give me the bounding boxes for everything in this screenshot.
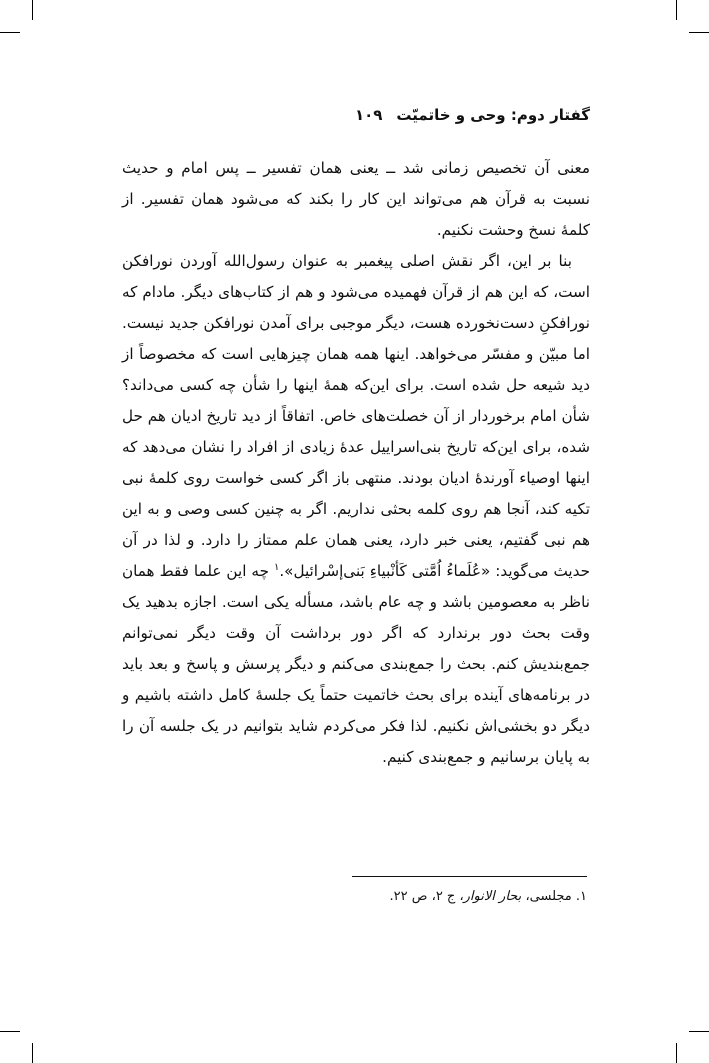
book-page <box>122 103 590 773</box>
paragraph-2-text-a: بنا بر این، اگر نقش اصلی پیغمبر به عنوان رسول‌الله آوردن نورافکن است، که این هم از قرآن فهمیده می‌شود و هم از کتاب‌های دیگر. مادام که نورافکنِ دست‌نخورده هست، دیگر موجبی برای آمدن نورافکن جدید نیست. اما مبیّن و مفسّر می‌خواهد. اینها همه همان چیزهایی است که مخصوصاً از دید شیعه حل شده است. برای این‌که همهٔ اینها را شأن چه کسی می‌داند؟ شأن امام برخوردار از آن خصلت‌های خاص. اتفاقاً از دید تاریخ ادیان هم حل شده، برای این‌که تاریخ بنی‌اسراییل عدهٔ زیادی از افراد را نشان می‌دهد که اینها اوصیاء آورندهٔ ادیان بودند. منتهی باز اگر کسی خواست روی کلمهٔ نبی تکیه کند، آنجا هم روی کلمه بحثی نداریم. اگر به چنین کسی وصی و به این هم نبی گفتیم، یعنی خبر دارد، یعنی همان علم ممتاز را دارد. و لذا در آن حدیث می‌گوید: «عُلَماءُ اُمَّتی کَأنْبیاءِ بَنی‌إسْرائیل». <box>122 252 590 580</box>
crop-mark-left-bottom <box>32 1043 33 1063</box>
footnote-source-title: بحار الانوار <box>463 889 522 904</box>
page-number: ۱۰۹ <box>354 106 383 124</box>
footnote-reference[interactable]: ۱ <box>273 561 280 573</box>
crop-mark-top-right <box>689 32 709 33</box>
crop-mark-left-top <box>32 0 33 20</box>
crop-mark-bottom-right <box>689 1031 709 1032</box>
chapter-title: گفتار دوم: وحی و خاتمیّت <box>396 106 590 124</box>
running-header <box>122 103 590 127</box>
footnote-number: ۱. <box>575 889 587 904</box>
paragraph-1: معنی آن تخصیص زمانی شد ــ یعنی همان تفسیر ــ پس امام و حدیث نسبت به قرآن هم می‌تواند این کار را بکند که می‌شود همان تفسیر. از کلمهٔ نسخ وحشت نکنیم. <box>122 159 590 239</box>
footnote <box>119 886 587 908</box>
crop-mark-right-bottom <box>676 1043 677 1063</box>
footnote-location: ، ج ۲، ص ۲۲. <box>389 889 464 904</box>
crop-mark-top-left <box>0 32 20 33</box>
paragraph-2 <box>122 246 590 773</box>
crop-mark-bottom-left <box>0 1031 20 1032</box>
footnote-separator <box>352 876 587 877</box>
paragraph-2-text-b: چه این علما فقط همان ناظر به معصومین باشد و چه عام باشد، مسأله یکی است. اجازه بدهید یک وقت بحث دور برندارد که اگر دور برداشت آن وقت دیگر نمی‌توانم جمع‌بندیش کنم. بحث را جمع‌بندی می‌کنم و دیگر پرسش و پاسخ و بعد باید در برنامه‌های آینده برای بحث خاتمیت حتماً یک جلسهٔ کامل داشته باشیم و دیگر دو بخشی‌اش نکنیم. لذا فکر می‌کردم شاید بتوانیم در یک جلسه آن را به پایان برسانیم و جمع‌بندی کنیم. <box>122 562 590 766</box>
footnote-author: مجلسی، <box>525 889 572 904</box>
body-text <box>122 153 590 773</box>
crop-mark-right-top <box>676 0 677 20</box>
